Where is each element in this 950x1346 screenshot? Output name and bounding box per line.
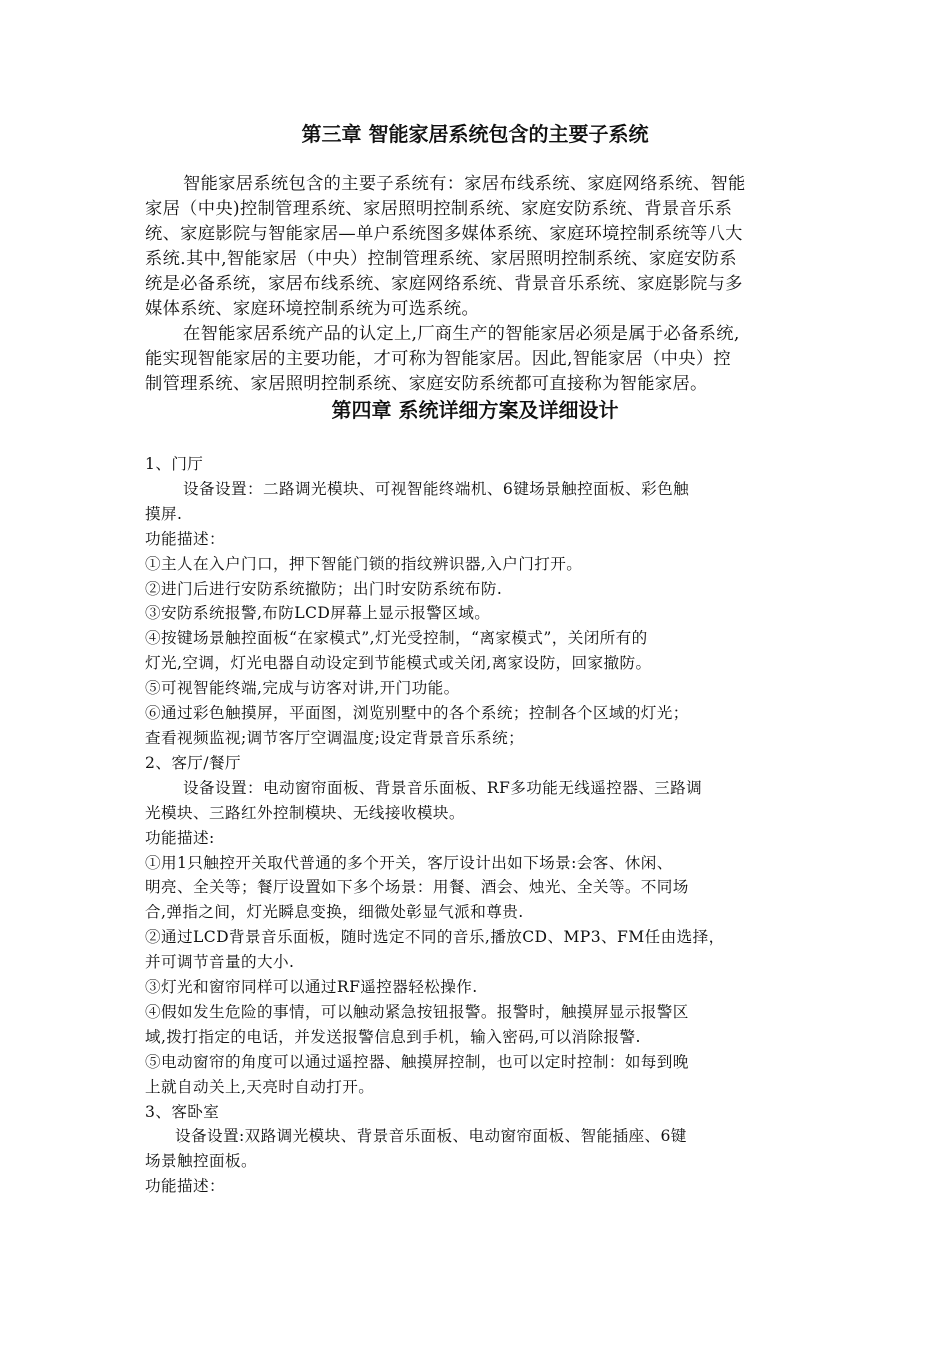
text-line: 统、家庭影院与智能家居—单户系统图多媒体系统、家庭环境控制系统等八大: [145, 224, 743, 245]
text-line: 媒体系统、家庭环境控制系统为可选系统。: [145, 299, 480, 320]
chapter-4-body: [145, 452, 825, 1199]
list-item: ④按键场景触控面板“在家模式”,灯光受控制，“离家模式”，关闭所有的: [145, 629, 648, 648]
list-item: ③灯光和窗帘同样可以通过RF遥控器轻松操作.: [145, 978, 478, 997]
text-line: 设备设置:双路调光模块、背景音乐面板、电动窗帘面板、智能插座、6键: [175, 1127, 687, 1146]
section-heading-guest-bedroom: 3、客卧室: [145, 1102, 220, 1121]
section-heading-living-dining: 2、客厅/餐厅: [145, 753, 241, 772]
text-line: 上就自动关上,天亮时自动打开。: [145, 1077, 375, 1096]
text-line: 域,拨打指定的电话，并发送报警信息到手机，输入密码,可以消除报警.: [145, 1027, 641, 1046]
text-line: 并可调节音量的大小.: [145, 953, 295, 972]
text-line: 设备设置：电动窗帘面板、背景音乐面板、RF多功能无线遥控器、三路调: [183, 778, 703, 797]
chapter-3-title: 第三章 智能家居系统包含的主要子系统: [301, 122, 649, 146]
list-item: ①主人在入户门口，押下智能门锁的指纹辨识器,入户门打开。: [145, 554, 583, 573]
text-line: 系统.其中,智能家居（中央）控制管理系统、家居照明控制系统、家庭安防系: [145, 249, 737, 270]
chapter-3-paragraph-2: [145, 322, 825, 397]
section-heading-entrance: 1、门厅: [145, 455, 204, 473]
text-line: 家居（中央)控制管理系统、家居照明控制系统、家庭安防系统、背景音乐系: [145, 199, 733, 220]
text-line: 明亮、全关等；餐厅设置如下多个场景：用餐、酒会、烛光、全关等。不同场: [145, 878, 689, 897]
text-line: 灯光,空调，灯光电器自动设定到节能模式或关闭,离家设防，回家撤防。: [145, 654, 652, 673]
list-item: ⑤电动窗帘的角度可以通过遥控器、触摸屏控制，也可以定时控制：如每到晚: [145, 1052, 689, 1071]
chapter-4-title: 第四章 系统详细方案及详细设计: [331, 398, 619, 422]
text-line: 在智能家居系统产品的认定上,厂商生产的智能家居必须是属于必备系统,: [183, 324, 740, 344]
text-line: 场景触控面板。: [145, 1152, 257, 1171]
list-item: ③安防系统报警,布防LCD屏幕上显示报警区域。: [145, 604, 491, 623]
text-line: 查看视频监视;调节客厅空调温度;设定背景音乐系统；: [145, 728, 525, 747]
text-line: 统是必备系统，家居布线系统、家庭网络系统、背景音乐系统、家庭影院与多: [145, 274, 743, 295]
text-line: 合,弹指之间，灯光瞬息变换，细微处彰显气派和尊贵.: [145, 903, 524, 922]
text-line: 设备设置：二路调光模块、可视智能终端机、6键场景触控面板、彩色触: [183, 479, 690, 498]
list-item: ②进门后进行安防系统撤防；出门时安防系统布防.: [145, 579, 503, 598]
list-item: ⑤可视智能终端,完成与访客对讲,开门功能。: [145, 679, 460, 698]
text-line: 功能描述:: [145, 828, 215, 847]
text-line: 制管理系统、家居照明控制系统、家庭安防系统都可直接称为智能家居。: [145, 374, 708, 395]
text-line: 功能描述：: [145, 1177, 225, 1196]
list-item: ①用1只触控开关取代普通的多个开关，客厅设计出如下场景:会客、休闲、: [145, 853, 673, 872]
text-line: 功能描述：: [145, 529, 225, 548]
text-line: 智能家居系统包含的主要子系统有：家居布线系统、家庭网络系统、智能: [183, 174, 746, 194]
list-item: ⑥通过彩色触摸屏，平面图，浏览别墅中的各个系统；控制各个区域的灯光；: [145, 704, 689, 723]
list-item: ④假如发生危险的事情，可以触动紧急按钮报警。报警时，触摸屏显示报警区: [145, 1002, 689, 1021]
chapter-3-paragraph-1: [145, 172, 825, 323]
list-item: ②通过LCD背景音乐面板，随时选定不同的音乐,播放CD、MP3、FM任由选择，: [145, 928, 725, 947]
text-line: 摸屏.: [145, 504, 183, 523]
text-line: 能实现智能家居的主要功能，才可称为智能家居。因此,智能家居（中央）控: [145, 349, 731, 370]
text-line: 光模块、三路红外控制模块、无线接收模块。: [145, 803, 465, 822]
